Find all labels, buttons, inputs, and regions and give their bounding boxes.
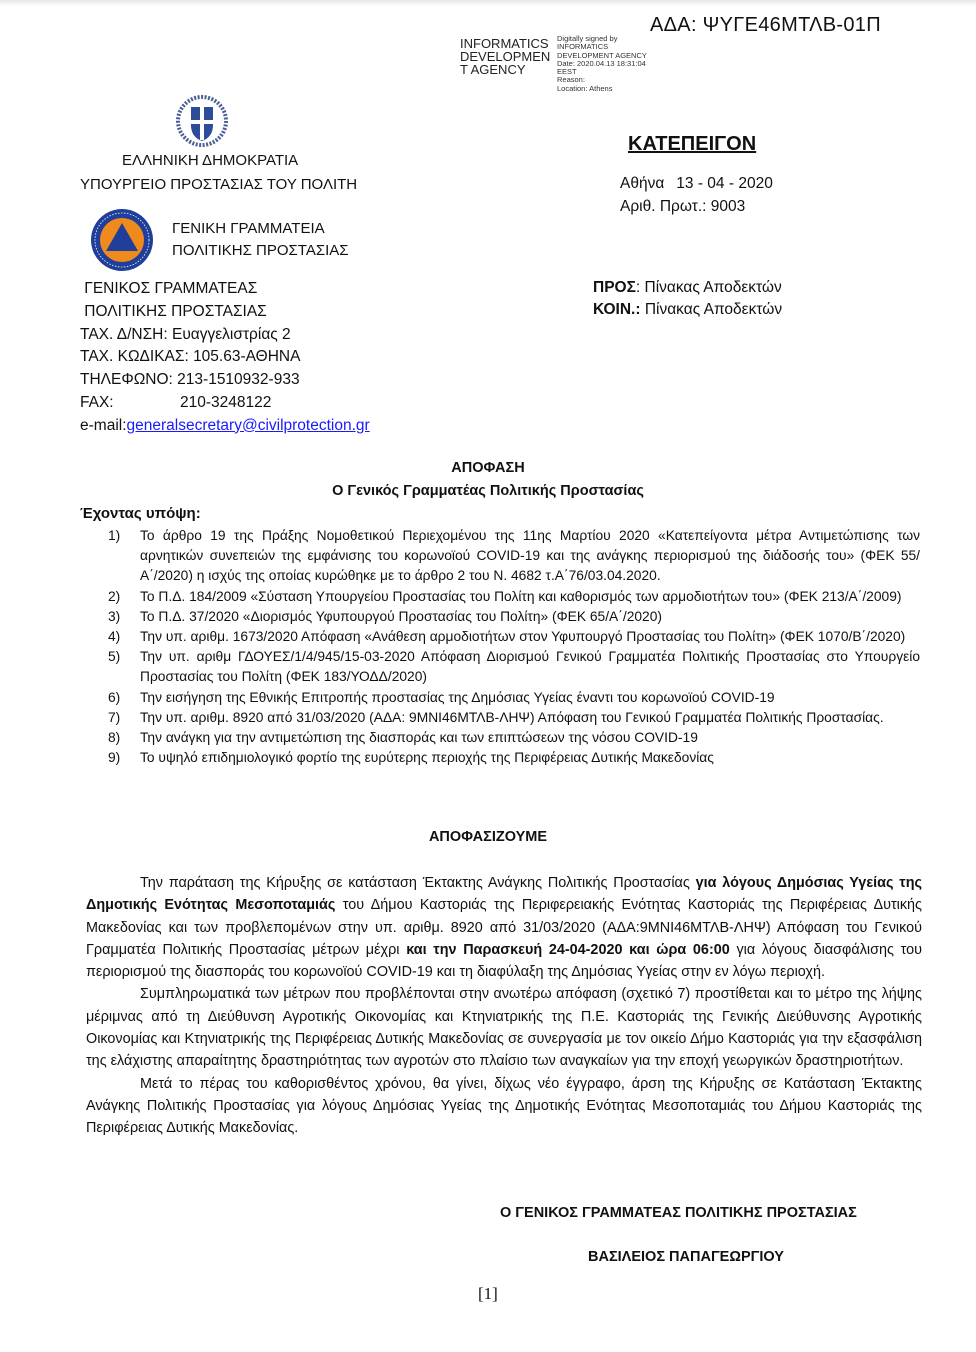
- sender-postal-code: ΤΑΧ. ΚΩΔΙΚΑΣ: 105.63-ΑΘΗΝΑ: [80, 348, 301, 366]
- cc-value: Πίνακας Αποδεκτών: [640, 301, 783, 318]
- civil-protection-logo-icon: [90, 208, 154, 272]
- signature-agency-line: T AGENCY: [460, 62, 526, 77]
- sender-address: ΤΑΧ. Δ/ΝΣΗ: Ευαγγελιστρίας 2: [80, 325, 291, 343]
- item-text: Την ανάγκη για την αντιμετώπιση της διασποράς και των επιπτώσεων της νόσου COVID-19: [140, 730, 698, 746]
- email-label: e-mail:: [80, 416, 127, 434]
- cc-label: ΚΟΙΝ.:: [593, 301, 641, 318]
- signature-meta-line: DEVELOPMENT AGENCY: [557, 50, 647, 60]
- item-number: 5): [108, 649, 121, 665]
- list-item: [108, 627, 920, 647]
- sender-fax: [80, 392, 370, 415]
- list-item: [108, 708, 920, 728]
- item-text: Την υπ. αριθμ ΓΔΟΥΕΣ/1/4/945/15-03-2020 Απόφαση Διορισμού Γενικού Γραμματέα Πολιτικής Προστασίας στο Υπουργείο Προστασίας του Πολίτη (ΦΕΚ 183/ΥΟΔΔ/2020): [140, 649, 920, 685]
- paragraph-bold-text: και την Παρασκευή 24-04-2020 και ώρα 06:00: [406, 941, 730, 958]
- item-text: Το Π.Δ. 37/2020 «Διορισμός Υφυπουργού Προστασίας του Πολίτη» (ΦΕΚ 65/Α΄/2020): [140, 608, 662, 624]
- ada-code: ΑΔΑ: ΨΥΓΕ46ΜΤΛΒ-01Π: [650, 14, 881, 36]
- recipients-to: [593, 279, 782, 297]
- sender-phone: ΤΗΛΕΦΩΝΟ: 213-1510932-933: [80, 371, 300, 389]
- item-number: 1): [108, 528, 121, 543]
- item-number: 7): [108, 709, 121, 725]
- list-item: [108, 526, 920, 587]
- item-number: 8): [108, 730, 121, 746]
- paragraph-text: του Δήμου Καστοριάς της Περιφερειακής Ενότητας Καστοριάς της Περιφέρειας Δυτικής Μακεδονίας και των προβλεπομένων στην υπ. αριθμ. 8920 από 31/03/2020 (ΑΔΑ:9ΜΝΙ46ΜΤΛΒ-ΛΗΨ) Απόφαση του Γενικού Γραμματέα Πολιτικής Προστασίας μέτρων μέχρι: [86, 897, 922, 958]
- list-item: [108, 748, 920, 768]
- to-label: ΠΡΟΣ: [593, 279, 636, 296]
- considering-heading: Έχοντας υπόψη:: [80, 505, 201, 522]
- paragraph-lifting: Μετά το πέρας του καθορισθέντος χρόνου, θα γίνει, δίχως νέο έγγραφο, άρση της Κήρυξης σε Κατάσταση Έκτακτης Ανάγκης Πολιτικής Προστασίας για λόγους Δημόσιας Υγείας της Δημοτικής Ενότητας Μεσοποταμιάς του Δήμου Καστοριάς της Περιφέρειας Δυτικής Μακεδονίας.: [86, 1075, 922, 1137]
- item-text: Το υψηλό επιδημιολογικό φορτίο της ευρύτερης περιοχής της Περιφέρειας Δυτικής Μακεδονίας: [140, 750, 714, 766]
- item-text: Το άρθρο 19 της Πράξης Νομοθετικού Περιεχομένου της 11ης Μαρτίου 2020 «Κατεπείγοντα μέτρα Αντιμετώπισης των αρνητικών συνεπειών της εμφάνισης του κορωνοϊού COVID-19 και της ανάγκης περιορισμού της διάδοσής του» (ΦΕΚ 55/Α΄/2020) η ισχύς της οποίας κυρώθηκε με το άρθρο 2 του Ν. 4682 τ.Α΄76/03.04.2020.: [140, 528, 920, 584]
- protocol-label: Αριθ. Πρωτ.:: [620, 198, 707, 215]
- considerations-list: [108, 526, 920, 768]
- decision-subtitle: Ο Γενικός Γραμματέας Πολιτικής Προστασίας: [332, 483, 644, 499]
- document-date: 13 - 04 - 2020: [676, 175, 773, 192]
- list-item: [108, 647, 920, 687]
- list-item: [108, 607, 920, 627]
- ministry-name: ΥΠΟΥΡΓΕΙΟ ΠΡΟΣΤΑΣΙΑΣ ΤΟΥ ΠΟΛΙΤΗ: [80, 176, 358, 193]
- item-text: Την υπ. αριθμ. 8920 από 31/03/2020 (ΑΔΑ: 9ΜΝΙ46ΜΤΛΒ-ΛΗΨ) Απόφαση του Γενικού Γραμματέα Πολιτικής Προστασίας.: [140, 709, 884, 725]
- top-shadow: [0, 0, 976, 6]
- signature-agency-line: INFORMATICS: [460, 36, 549, 51]
- signer-name: ΒΑΣΙΛΕΙΟΣ ΠΑΠΑΓΕΩΡΓΙΟΥ: [588, 1249, 784, 1265]
- signer-title: Ο ΓΕΝΙΚΟΣ ΓΡΑΜΜΑΤΕΑΣ ΠΟΛΙΤΙΚΗΣ ΠΡΟΣΤΑΣΙΑΣ: [500, 1205, 857, 1221]
- list-item: [108, 728, 920, 748]
- republic-name: ΕΛΛΗΝΙΚΗ ΔΗΜΟΚΡΑΤΙΑ: [122, 152, 299, 169]
- item-number: 2): [108, 588, 121, 604]
- protocol-number: 9003: [710, 198, 746, 215]
- paragraph-extension: [86, 872, 922, 983]
- email-link[interactable]: generalsecretary@civilprotection.gr: [126, 416, 370, 434]
- paragraph-text: για λόγους διασφάλισης του περιορισμού της διασποράς του κορωνοϊού COVID-19 και τη διαφύλαξη της Δημόσιας Υγείας στην εν λόγω περιοχή.: [86, 941, 922, 981]
- sender-email: [80, 415, 370, 438]
- sender-title-1: ΓΕΝΙΚΟΣ ΓΡΑΜΜΑΤΕΑΣ: [80, 280, 258, 297]
- list-item: [108, 587, 920, 607]
- secretariat-line-2: ΠΟΛΙΤΙΚΗΣ ΠΡΟΣΤΑΣΙΑΣ: [172, 242, 349, 259]
- item-text: Το Π.Δ. 184/2009 «Σύσταση Υπουργείου Προστασίας του Πολίτη και καθορισμός των αρμοδιοτήτων του» (ΦΕΚ 213/Α΄/2009): [140, 588, 902, 604]
- urgent-label: ΚΑΤΕΠΕΙΓΟΝ: [628, 133, 757, 155]
- sender-title-2: ΠΟΛΙΤΙΚΗΣ ΠΡΟΣΤΑΣΙΑΣ: [80, 302, 267, 320]
- paragraph-bold-text: για λόγους Δημόσιας Υγείας της Δημοτικής Ενότητας Μεσοποταμιάς: [86, 875, 922, 914]
- signature-meta-line: Location: Athens: [557, 83, 613, 93]
- greek-emblem-icon: [176, 95, 228, 147]
- signature-meta-line: Date: 2020.04.13 18:31:04: [557, 58, 646, 68]
- signature-agency: [460, 37, 550, 76]
- item-text: Την υπ. αριθμ. 1673/2020 Απόφαση «Ανάθεση αρμοδιοτήτων στον Υφυπουργό Προστασίας του Πολίτη» (ΦΕΚ 1070/Β΄/2020): [140, 629, 906, 645]
- list-item: [108, 688, 920, 708]
- to-value: : Πίνακας Αποδεκτών: [635, 279, 782, 296]
- secretariat-line-1: ΓΕΝΙΚΗ ΓΡΑΜΜΑΤΕΙΑ: [172, 220, 325, 237]
- paragraph-supplementary: Συμπληρωματικά των μέτρων που προβλέπονται στην ανωτέρω απόφαση (σχετικό 7) προστίθεται και το μέτρο της λήψης μέριμνας από τη Διεύθυνση Αγροτικής Οικονομίας και Κτηνιατρικής της Π.Ε. Καστοριάς της Γενικής Διεύθυνσης Αγροτικής Οικονομίας και Κτηνιατρικής της Περιφέρειας Δυτικής Μακεδονίας σε συνεργασία με τον οικείο Δήμο Καστοριάς για την εξασφάλιση της ελάχιστης απαραίτητης δραστηριότητας των αγροτών στο πλαίσιο των αναγκαίων για την εποχή γεωργικών δραστηριοτήτων.: [86, 986, 922, 1070]
- signature-meta-line: Reason:: [557, 75, 585, 85]
- signature-meta-line: EEST: [557, 67, 577, 77]
- protocol-line: [620, 198, 745, 216]
- item-number: 9): [108, 750, 121, 766]
- signature-agency-line: DEVELOPMEN: [460, 49, 551, 64]
- page-number: [1]: [478, 1284, 498, 1303]
- decision-body: [86, 872, 922, 1140]
- item-number: 3): [108, 608, 121, 624]
- date-line: [620, 175, 773, 193]
- item-number: 4): [108, 629, 121, 645]
- fax-label: FAX:: [80, 393, 114, 411]
- signature-meta-line: Digitally signed by: [557, 34, 618, 43]
- digital-signature-meta: [557, 35, 647, 93]
- sender-block: [80, 278, 370, 438]
- decision-title: ΑΠΟΦΑΣΗ: [451, 460, 525, 476]
- we-decide-heading: ΑΠΟΦΑΣΙΖΟΥΜΕ: [428, 829, 548, 845]
- fax-number: 210-3248122: [180, 393, 272, 411]
- item-number: 6): [108, 689, 121, 705]
- signature-meta-line: INFORMATICS: [557, 42, 609, 52]
- item-text: Την εισήγηση της Εθνικής Επιτροπής προστασίας της Δημόσιας Υγείας έναντι του κορωνοϊού COVID-19: [140, 689, 775, 705]
- city: Αθήνα: [620, 175, 665, 192]
- paragraph-text: Την παράταση της Κήρυξης σε κατάσταση Έκτακτης Ανάγκης Πολιτικής Προστασίας: [140, 875, 696, 891]
- recipients-cc: [593, 301, 782, 319]
